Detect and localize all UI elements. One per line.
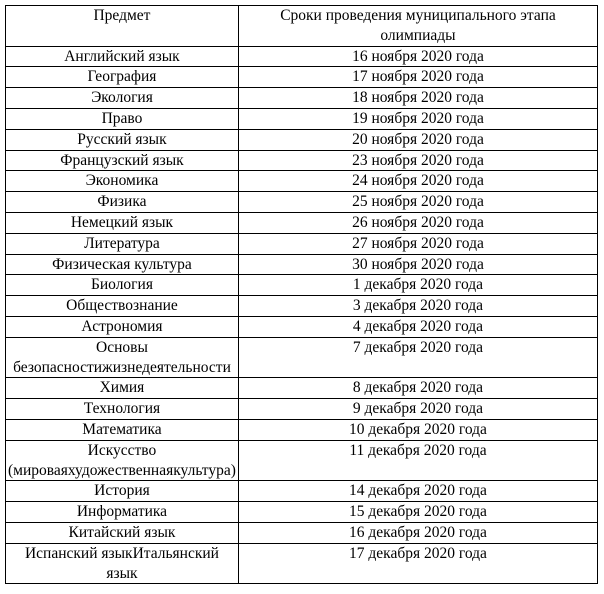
date-text: 20 ноября 2020 года [352,130,484,148]
subject-text: Немецкий язык [70,213,174,231]
subject-cell [6,233,239,254]
table-row [6,337,598,378]
table-row [6,108,598,129]
subject-text: Физическая культура [52,255,192,273]
subject-cell [6,275,239,296]
date-text: 15 декабря 2020 года [349,503,487,521]
table-row [6,212,598,233]
subject-cell [6,399,239,420]
subject-cell [6,522,239,543]
subject-cell [6,46,239,67]
date-text: 9 декабря 2020 года [352,400,484,418]
table-body [6,46,598,584]
subject-cell [6,212,239,233]
subject-text: Французский язык [60,151,184,169]
subject-text: История [94,482,150,500]
header-date-line-2: олимпиады [380,26,456,44]
subject-cell [6,67,239,88]
date-cell [238,88,597,109]
subject-text: Испанский язык [24,544,133,562]
date-text: 27 ноября 2020 года [352,234,484,252]
table-row [6,419,598,440]
subject-cell [6,129,239,150]
table-row [6,440,598,481]
date-text: 17 декабря 2020 года [349,544,487,562]
date-text: 14 декабря 2020 года [349,482,487,500]
date-cell [238,67,597,88]
date-text: 26 ноября 2020 года [352,213,484,231]
date-cell [238,129,597,150]
date-cell [238,150,597,171]
subject-text: Информатика [76,503,168,521]
date-text: 4 декабря 2020 года [352,317,484,335]
date-text: 16 ноября 2020 года [352,47,484,65]
date-cell [238,481,597,502]
subject-text: Китайский язык [68,523,176,541]
subject-cell [6,88,239,109]
date-cell [238,337,597,378]
subject-cell [6,440,239,481]
date-cell [238,543,597,584]
date-text: 19 ноября 2020 года [352,109,484,127]
subject-text: Астрономия [81,317,163,335]
date-text: 8 декабря 2020 года [352,379,484,397]
date-text: 7 декабря 2020 года [352,338,484,356]
subject-cell [6,316,239,337]
subject-text: Экология [91,89,153,107]
date-cell [238,502,597,523]
date-cell [238,192,597,213]
date-text: 3 декабря 2020 года [352,297,484,315]
date-text: 18 ноября 2020 года [352,89,484,107]
subject-text: Английский язык [64,47,180,65]
subject-text: География [87,68,157,86]
table-row [6,522,598,543]
date-cell [238,316,597,337]
table-row [6,171,598,192]
date-text: 10 декабря 2020 года [349,420,487,438]
date-cell [238,399,597,420]
table-row [6,129,598,150]
date-cell [238,419,597,440]
subject-text: Основы безопасности [13,338,148,376]
date-text: 24 ноября 2020 года [352,172,484,190]
table-row [6,254,598,275]
header-date-line-1: Сроки проведения муниципального этапа [280,7,556,24]
subject-cell [6,254,239,275]
subject-text: Итальянский язык [106,544,219,582]
subject-text: Химия [99,379,145,397]
subject-cell [6,108,239,129]
subject-cell [6,481,239,502]
subject-text: Искусство (мировая [8,441,157,479]
date-cell [238,275,597,296]
header-subject-label: Предмет [93,7,151,24]
table-row [6,88,598,109]
subject-text: культура) [173,461,236,479]
date-cell [238,254,597,275]
date-text: 11 декабря 2020 года [349,441,487,459]
date-cell [238,212,597,233]
date-cell [238,108,597,129]
subject-text: Биология [90,276,153,294]
subject-text: Физика [97,193,147,211]
date-cell [238,440,597,481]
subject-cell [6,171,239,192]
date-cell [238,46,597,67]
subject-text: Право [101,109,143,127]
subject-text: Литература [84,234,160,252]
table-row [6,46,598,67]
subject-text: Математика [82,420,162,438]
table-row [6,275,598,296]
subject-cell [6,502,239,523]
table-row [6,67,598,88]
date-text: 23 ноября 2020 года [352,151,484,169]
subject-cell [6,419,239,440]
table-row [6,192,598,213]
header-subject [6,6,239,47]
table-row [6,481,598,502]
subject-cell [6,378,239,399]
subject-cell [6,543,239,584]
table-row [6,502,598,523]
date-text: 16 декабря 2020 года [349,523,487,541]
table-row [6,233,598,254]
header-date [238,6,597,47]
date-text: 17 ноября 2020 года [352,68,484,86]
date-cell [238,296,597,317]
table-row [6,543,598,584]
subject-cell [6,337,239,378]
date-cell [238,171,597,192]
olympiad-schedule-table [5,5,598,584]
subject-text: Русский язык [77,130,167,148]
subject-cell [6,192,239,213]
subject-text: Технология [83,400,161,418]
date-cell [238,378,597,399]
date-text: 25 ноября 2020 года [352,193,484,211]
subject-text: художественная [67,461,174,479]
subject-text: жизнедеятельности [102,358,231,376]
date-cell [238,233,597,254]
table-row [6,150,598,171]
subject-text: Обществознание [66,297,178,315]
table-row [6,296,598,317]
table-header-row [6,6,598,47]
subject-cell [6,296,239,317]
subject-cell [6,150,239,171]
date-text: 1 декабря 2020 года [352,276,484,294]
table-row [6,399,598,420]
date-text: 30 ноября 2020 года [352,255,484,273]
subject-text: Экономика [85,172,159,190]
table-row [6,316,598,337]
date-cell [238,522,597,543]
table-row [6,378,598,399]
